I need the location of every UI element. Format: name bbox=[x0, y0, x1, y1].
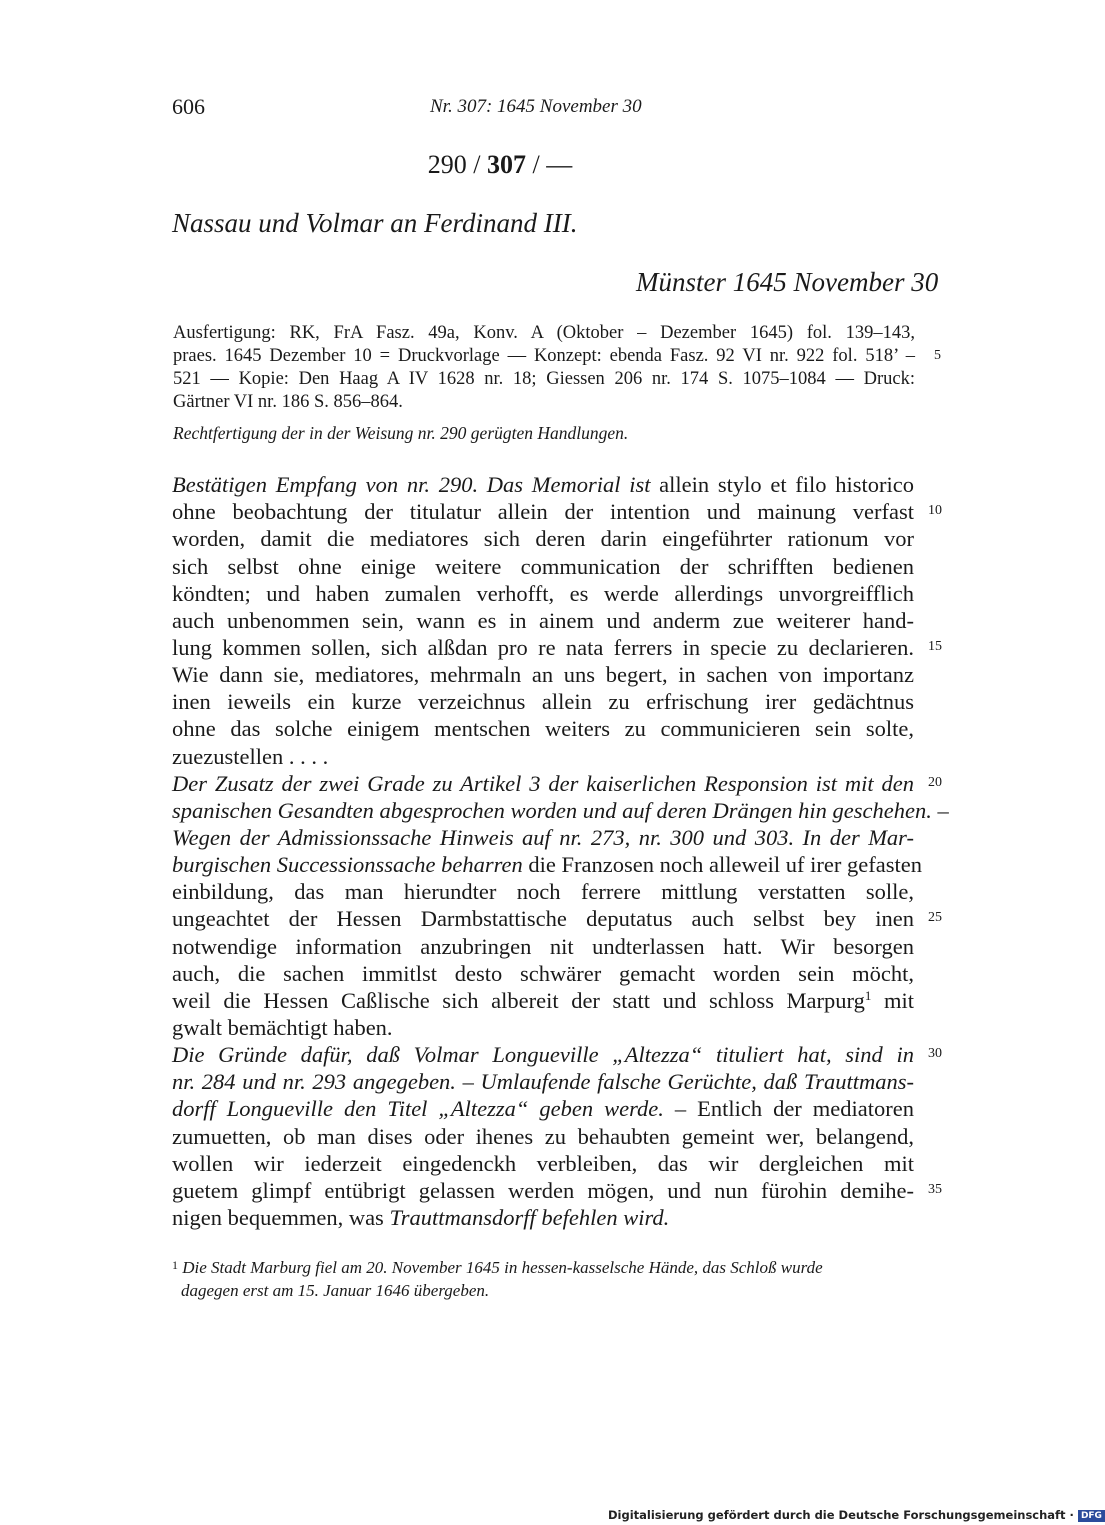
footnote-marker: 1 bbox=[172, 1258, 178, 1272]
original-text: auch, die sachen immitlst desto schwärer gemacht worden sein möcht, bbox=[172, 960, 914, 986]
current-number: 307 bbox=[487, 150, 526, 179]
next-number: — bbox=[546, 150, 573, 179]
body-line bbox=[172, 716, 914, 742]
summary: Rechtfertigung der in der Weisung nr. 290 gerügten Handlungen. bbox=[173, 423, 629, 443]
body-line bbox=[172, 581, 914, 607]
separator: / bbox=[532, 150, 540, 179]
funding-credit bbox=[608, 1508, 1105, 1522]
source-line: Ausfertigung: RK, FrA Fasz. 49a, Konv. A (Oktober – Dezember 1645) fol. 139–143, bbox=[173, 323, 915, 343]
editorial-summary-text: Der Zusatz der zwei Grade zu Artikel 3 der kaiserlichen Responsion ist mit den bbox=[172, 770, 914, 796]
original-text: köndten; und haben zumalen verhofft, es werde allerdings unvorgreifflich bbox=[172, 580, 914, 606]
original-text: auch unbenommen sein, wann es in ainem und anderm zue weiterer hand- bbox=[172, 607, 914, 633]
original-text: ungeachtet der Hessen Darmbstattische deputatus auch selbst bey inen bbox=[172, 906, 914, 932]
original-text: sich selbst ohne einige weitere communication der schrifften bedienen bbox=[172, 553, 914, 579]
original-text: notwendige information anzubringen nit undterlassen hatt. Wir besorgen bbox=[172, 933, 914, 959]
original-text: weil die Hessen Caßlische sich albereit der statt und schloss Marpurg bbox=[172, 987, 865, 1013]
original-text: mit bbox=[871, 987, 914, 1013]
body-line bbox=[172, 852, 922, 878]
original-text: Entlich der mediatoren bbox=[686, 1096, 914, 1122]
editorial-summary-text: burgischen Successionssache beharren bbox=[172, 852, 523, 878]
editorial-summary-text: dorff Longueville den Titel „Altezza“ geben werde. – bbox=[172, 1096, 687, 1122]
body-line bbox=[172, 906, 914, 932]
original-text: worden, damit die mediatores sich deren darin eingeführter rationum vor bbox=[172, 526, 914, 552]
editorial-summary-text: Die Gründe dafür, daß Volmar Longueville „Altezza“ tituliert hat, sind in bbox=[172, 1042, 914, 1068]
original-text: zumuetten, ob man dises oder ihenes zu behaubten gemeint wer, belangend, bbox=[172, 1123, 914, 1149]
body-line bbox=[172, 689, 914, 715]
original-text: Wie dann sie, mediatores, mehrmaln an uns begert, in sachen von importanz bbox=[172, 662, 914, 687]
body-line bbox=[172, 797, 949, 824]
body-line bbox=[172, 662, 914, 688]
body-line bbox=[172, 744, 914, 770]
credit-text: Digitalisierung gefördert durch die Deutsche Forschungsgemeinschaft · bbox=[608, 1508, 1074, 1522]
body-line bbox=[172, 825, 914, 851]
line-number: 15 bbox=[928, 638, 942, 654]
body-line bbox=[172, 1124, 914, 1150]
footnote-line: dagegen erst am 15. Januar 1646 übergeben. bbox=[181, 1281, 490, 1300]
line-number: 10 bbox=[928, 503, 942, 519]
editorial-summary-text: Wegen der Admissionssache Hinweis auf nr. 273, nr. 300 und 303. In der Mar- bbox=[172, 825, 914, 850]
body-line bbox=[172, 1042, 914, 1068]
editorial-summary-text: Trauttmansdorff befehlen wird. bbox=[389, 1205, 670, 1230]
original-text: allein stylo et filo historico bbox=[650, 472, 914, 497]
body-line bbox=[172, 961, 914, 987]
body-line bbox=[172, 1015, 914, 1041]
prev-number: 290 bbox=[427, 150, 467, 179]
page-number: 606 bbox=[172, 94, 205, 119]
editorial-summary-text: Bestätigen Empfang von nr. 290. Das Memorial ist bbox=[172, 472, 651, 497]
source-line: 521 — Kopie: Den Haag A IV 1628 nr. 18; Giessen 206 nr. 174 S. 1075–1084 — Druck: bbox=[173, 369, 915, 389]
body-line bbox=[172, 554, 914, 580]
line-number: 30 bbox=[928, 1046, 942, 1062]
original-text: einbildung, das man hierundter noch ferrere mittlung verstatten solle, bbox=[172, 879, 914, 905]
editorial-summary-text: nr. 284 und nr. 293 angegeben. – Umlaufende falsche Gerüchte, daß Trauttmans- bbox=[172, 1069, 914, 1095]
body-line bbox=[172, 771, 914, 797]
original-text: zuezustellen . . . . bbox=[172, 743, 329, 769]
source-line: Gärtner VI nr. 186 S. 856–864. bbox=[173, 392, 403, 412]
line-number: 35 bbox=[928, 1181, 942, 1197]
original-text: nigen bequemmen, was bbox=[172, 1205, 390, 1230]
line-number: 20 bbox=[928, 774, 942, 790]
body-line bbox=[172, 879, 914, 905]
footnote-reference: 1 bbox=[864, 987, 872, 1003]
original-text: inen ieweils ein kurze verzeichnus allein zu erfrischung irer gedächtnus bbox=[172, 689, 914, 715]
body-line bbox=[172, 1096, 914, 1122]
footnote-line bbox=[172, 1258, 823, 1278]
line-number: 25 bbox=[928, 910, 942, 926]
document-numbering bbox=[0, 150, 1000, 180]
original-text: gwalt bemächtigt haben. bbox=[172, 1015, 393, 1040]
body-line bbox=[172, 1205, 914, 1231]
body-line bbox=[172, 472, 914, 498]
dfg-logo-icon: DFG bbox=[1078, 1510, 1105, 1522]
body-line bbox=[172, 499, 914, 525]
document-title: Nassau und Volmar an Ferdinand III. bbox=[172, 208, 578, 238]
source-line: praes. 1645 Dezember 10 = Druckvorlage — Konzept: ebenda Fasz. 92 VI nr. 922 fol. 518’ – bbox=[173, 346, 915, 366]
body-line bbox=[172, 1069, 914, 1095]
footnote-text: Die Stadt Marburg fiel am 20. November 1645 in hessen-kasselsche Hände, das Schloß wurde bbox=[182, 1258, 823, 1277]
body-line bbox=[172, 1178, 914, 1204]
running-title: Nr. 307: 1645 November 30 bbox=[430, 96, 642, 117]
separator: / bbox=[473, 150, 481, 179]
line-number: 5 bbox=[934, 348, 941, 363]
original-text: lung kommen sollen, sich alßdan pro re nata ferrers in specie zu declarieren. bbox=[172, 634, 914, 660]
document-date: Münster 1645 November 30 bbox=[636, 267, 939, 297]
original-text: ohne beobachtung der titulatur allein der intention und mainung verfast bbox=[172, 499, 914, 525]
body-line bbox=[172, 988, 914, 1014]
body-line bbox=[172, 526, 914, 552]
body-line bbox=[172, 608, 914, 634]
original-text: guetem glimpf entübrigt gelassen werden mögen, und nun fürohin demihe- bbox=[172, 1177, 914, 1203]
body-line bbox=[172, 934, 914, 960]
original-text: wollen wir iederzeit eingedenckh verbleiben, das wir dergleichen mit bbox=[172, 1150, 914, 1176]
body-line bbox=[172, 1151, 914, 1177]
original-text: ohne das solche einigem mentschen weiters zu communicieren sein solte, bbox=[172, 716, 914, 742]
original-text: die Franzosen noch alleweil uf irer gefasten bbox=[522, 852, 922, 878]
editorial-summary-text: spanischen Gesandten abgesprochen worden und auf deren Drängen hin geschehen. – bbox=[172, 797, 949, 823]
body-line bbox=[172, 635, 914, 661]
